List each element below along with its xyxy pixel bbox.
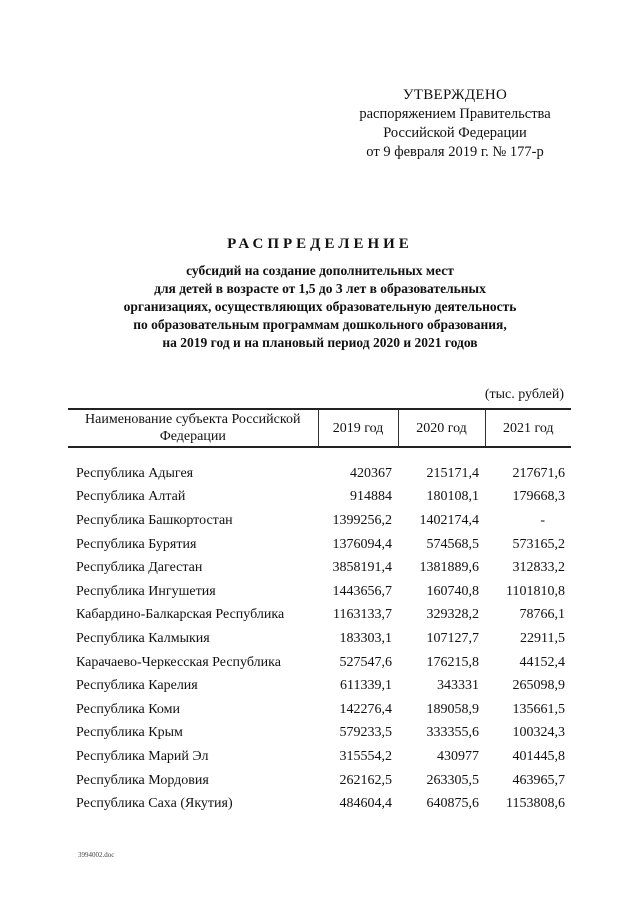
amount-2019: 914884 [350,489,392,505]
region-name: Республика Мордовия [76,772,209,788]
approved-line-2: Российской Федерации [383,125,527,141]
region-name: Республика Коми [76,701,180,717]
amount-2019: 1443656,7 [332,583,392,599]
amount-2020: 160740,8 [426,583,479,599]
amount-2020: 343331 [437,678,479,694]
table-header-row [68,409,571,447]
document-title: РАСПРЕДЕЛЕНИЕ [227,236,413,252]
amount-2019: 420367 [350,465,392,481]
amount-2021: 1153808,6 [506,796,565,812]
amount-2021: 463965,7 [512,772,565,788]
subtitle-line: организациях, осуществляющих образовательную деятельность [123,299,517,314]
approved-line-3: от 9 февраля 2019 г. № 177-р [366,144,544,160]
amount-2021: 44152,4 [519,654,565,670]
table-row [68,769,571,793]
amount-2019: 484604,4 [339,796,392,812]
amount-2021: 179668,3 [512,489,565,505]
distribution-table [68,408,571,816]
region-name: Республика Карелия [76,678,198,694]
amount-2021: 100324,3 [512,725,565,741]
table-row [68,462,571,486]
table-row [68,722,571,746]
amount-2020: 333355,6 [426,725,479,741]
amount-2020: 215171,4 [426,465,479,481]
amount-2019: 579233,5 [339,725,392,741]
table-row [68,556,571,580]
region-name: Республика Алтай [76,489,186,505]
amount-2020: 640875,6 [426,796,479,812]
amount-2021: 573165,2 [512,536,565,552]
region-name: Республика Крым [76,725,183,741]
file-name-footer: 3994002.doc [78,851,115,859]
amount-2020: 1381889,6 [419,560,479,576]
amount-2021: 312833,2 [512,560,565,576]
region-name: Республика Марий Эл [76,748,209,764]
amount-2019: 142276,4 [339,701,392,717]
amount-2021: 1101810,8 [506,583,565,599]
document-subtitle [0,262,640,352]
table-row [68,745,571,769]
header-2020: 2020 год [398,409,485,447]
amount-2021: 135661,5 [512,701,565,717]
amount-2019: 3858191,4 [332,560,392,576]
table-row [68,604,571,628]
amount-2020: 107127,7 [426,630,479,646]
region-name: Кабардино-Балкарская Республика [76,607,285,623]
amount-2020: 180108,1 [426,489,479,505]
region-name: Карачаево-Черкесская Республика [76,654,281,670]
table-row [68,486,571,510]
amount-2019: 1163133,7 [333,607,392,623]
table-row [68,698,571,722]
region-name: Республика Адыгея [76,465,194,481]
amount-2021: 401445,8 [512,748,565,764]
amount-2020: 263305,5 [426,772,479,788]
region-name: Республика Калмыкия [76,630,210,646]
header-region: Наименование субъекта Российской Федерации [68,409,318,447]
region-name: Республика Саха (Якутия) [76,796,233,812]
amount-2019: 527547,6 [339,654,392,670]
amount-2020: 1402174,4 [419,512,479,528]
header-2021: 2021 год [485,409,571,447]
amount-2019: 1399256,2 [332,512,392,528]
region-name: Республика Башкортостан [76,512,233,528]
amount-2021: 265098,9 [512,678,565,694]
amount-2019: 611339,1 [340,678,392,694]
table-row [68,674,571,698]
amount-2021: 22911,5 [520,630,565,646]
table-row [68,792,571,816]
table-row [68,651,571,675]
table-row [68,509,571,533]
region-name: Республика Бурятия [76,536,197,552]
amount-2020: 430977 [437,748,479,764]
amount-2021: 217671,6 [512,465,565,481]
approved-line-1: распоряжением Правительства [359,106,551,122]
subtitle-line: на 2019 год и на плановый период 2020 и 2021 годов [162,335,478,350]
spacer-row [68,447,571,462]
region-name: Республика Ингушетия [76,583,216,599]
region-name: Республика Дагестан [76,560,203,576]
amount-2019: 315554,2 [339,748,392,764]
amount-2021: - [540,512,545,528]
approved-heading: УТВЕРЖДЕНО [402,87,508,103]
subtitle-line: субсидий на создание дополнительных мест [186,263,454,278]
amount-2019: 183303,1 [339,630,392,646]
table-row [68,627,571,651]
amount-2019: 262162,5 [339,772,392,788]
amount-2020: 574568,5 [426,536,479,552]
amount-2020: 329328,2 [426,607,479,623]
subtitle-line: по образовательным программам дошкольного образования, [133,317,507,332]
table-row [68,580,571,604]
table-body [68,447,571,816]
amount-2020: 176215,8 [426,654,479,670]
units-label: (тыс. рублей) [484,387,564,402]
amount-2021: 78766,1 [519,607,565,623]
amount-2020: 189058,9 [426,701,479,717]
table-row [68,533,571,557]
amount-2019: 1376094,4 [332,536,392,552]
subtitle-line: для детей в возрасте от 1,5 до 3 лет в образовательных [154,281,486,296]
approval-stamp [330,86,580,162]
header-2019: 2019 год [318,409,398,447]
